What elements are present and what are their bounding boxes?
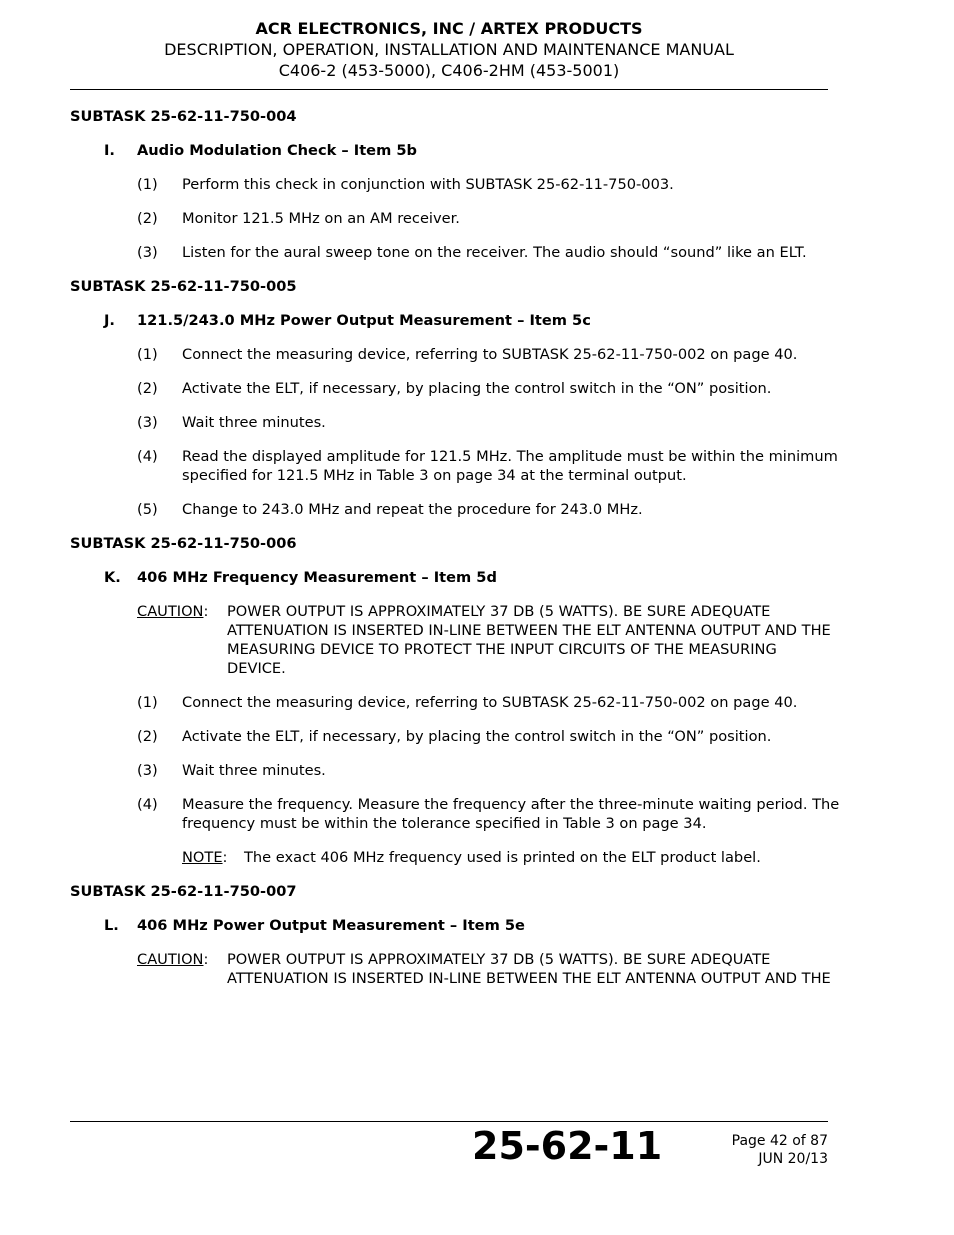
step-number: (3) [137,244,158,261]
page-info [732,1132,828,1168]
section-heading [70,311,840,330]
note-label: NOTE: [182,849,228,866]
step-number: (1) [137,346,158,363]
document-code: 25-62-11 [472,1124,663,1168]
subtask-heading: SUBTASK 25-62-11-750-005 [70,278,297,295]
step-text: Wait three minutes. [182,762,326,779]
caution-label-text: CAUTION [137,951,204,968]
procedure-step [70,209,840,228]
note-label-text: NOTE [182,849,223,866]
revision-date: JUN 20/13 [758,1151,828,1167]
model-numbers: C406-2 (453-5000), C406-2HM (453-5001) [278,61,620,80]
procedure-step [70,761,840,780]
step-text: Monitor 121.5 MHz on an AM receiver. [182,210,460,227]
step-text: Connect the measuring device, referring to SUBTASK 25-62-11-750-002 on page 40. [182,346,798,363]
step-text: Change to 243.0 MHz and repeat the procedure for 243.0 MHz. [182,501,643,518]
section-title: 406 MHz Frequency Measurement – Item 5d [137,569,497,586]
step-number: (2) [137,380,158,397]
subtask-heading: SUBTASK 25-62-11-750-007 [70,883,297,900]
section-letter: K. [104,569,121,586]
section-heading [70,916,840,935]
section-letter: I. [104,142,115,159]
procedure-step [70,243,840,262]
section-title: 406 MHz Power Output Measurement – Item 5e [137,917,525,934]
procedure-step [70,345,840,364]
procedure-step [70,413,840,432]
document-body [70,107,840,988]
step-number: (5) [137,501,158,518]
section-letter: J. [104,312,115,329]
section-letter: L. [104,917,119,934]
step-number: (3) [137,762,158,779]
header-rule [70,89,828,90]
step-text: Listen for the aural sweep tone on the receiver. The audio should “sound” like an ELT. [182,244,807,261]
step-text: Activate the ELT, if necessary, by placing the control switch in the “ON” position. [182,380,772,397]
section-heading [70,568,840,587]
step-text: Activate the ELT, if necessary, by placing the control switch in the “ON” position. [182,728,772,745]
footer-rule [70,1121,828,1122]
section-title: Audio Modulation Check – Item 5b [137,142,417,159]
step-number: (2) [137,210,158,227]
caution-label: CAUTION: [137,951,209,968]
procedure-step [70,379,840,398]
step-number: (1) [137,694,158,711]
step-number: (4) [137,448,158,465]
subtask-heading: SUBTASK 25-62-11-750-006 [70,535,297,552]
step-text: Connect the measuring device, referring to SUBTASK 25-62-11-750-002 on page 40. [182,694,798,711]
procedure-step [70,795,840,833]
section-title: 121.5/243.0 MHz Power Output Measurement – Item 5c [137,312,591,329]
procedure-step [70,693,840,712]
caution-text: POWER OUTPUT IS APPROXIMATELY 37 DB (5 WATTS). BE SURE ADEQUATE ATTENUATION IS INSERTED IN-LINE BETWEEN THE ELT ANTENNA OUTPUT AND THE MEASURING DEVICE TO PROTECT THE INPUT CIRCUITS OF THE MEASURING DEVICE. [227,603,831,677]
note-text: The exact 406 MHz frequency used is printed on the ELT product label. [244,849,761,866]
caution-text: POWER OUTPUT IS APPROXIMATELY 37 DB (5 WATTS). BE SURE ADEQUATE ATTENUATION IS INSERTED IN-LINE BETWEEN THE ELT ANTENNA OUTPUT AND THE [227,951,831,987]
step-number: (2) [137,728,158,745]
caution-label: CAUTION: [137,603,209,620]
step-text: Perform this check in conjunction with SUBTASK 25-62-11-750-003. [182,176,674,193]
page-number: Page 42 of 87 [731,1133,828,1149]
manual-title: DESCRIPTION, OPERATION, INSTALLATION AND MAINTENANCE MANUAL [164,40,734,59]
procedure-step [70,727,840,746]
company-name: ACR ELECTRONICS, INC / ARTEX PRODUCTS [255,19,643,38]
step-text: Measure the frequency. Measure the frequency after the three-minute waiting period. The frequency must be within the tolerance specified in Table 3 on page 34. [182,796,840,832]
section-heading [70,141,840,160]
caution-block [70,950,840,988]
page-header [70,18,828,81]
procedure-step [70,175,840,194]
step-number: (3) [137,414,158,431]
caution-block [70,602,840,678]
procedure-step [70,500,840,519]
caution-label-text: CAUTION [137,603,204,620]
subtask-heading: SUBTASK 25-62-11-750-004 [70,108,297,125]
step-number: (1) [137,176,158,193]
step-text: Wait three minutes. [182,414,326,431]
procedure-step [70,447,840,485]
step-number: (4) [137,796,158,813]
step-text: Read the displayed amplitude for 121.5 MHz. The amplitude must be within the minimum specified for 121.5 MHz in Table 3 on page 34 at the terminal output. [182,448,838,484]
note-block [70,848,840,867]
